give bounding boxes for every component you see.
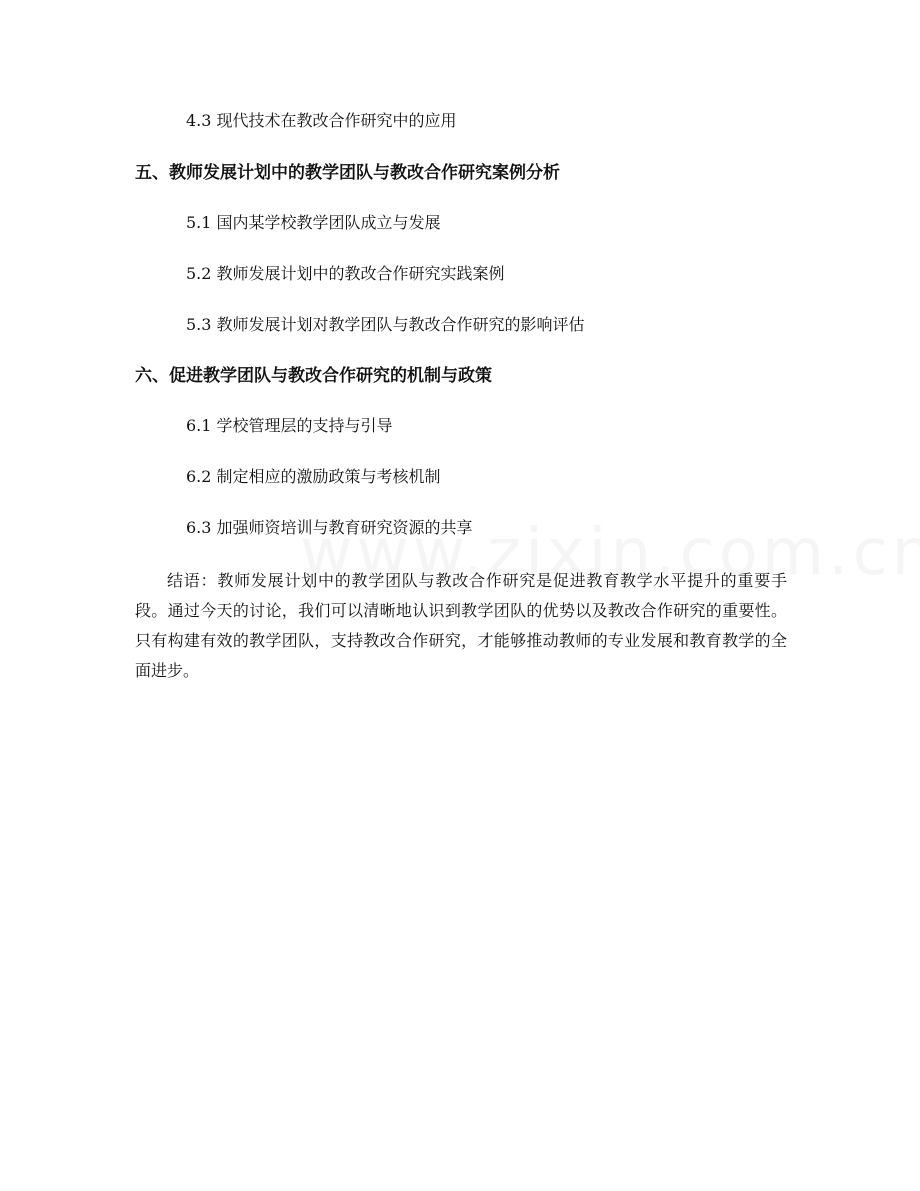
toc-item-5-3: 5.3 教师发展计划对教学团队与教改合作研究的影响评估 — [186, 315, 585, 334]
toc-item-6-2: 6.2 制定相应的激励政策与考核机制 — [186, 467, 441, 486]
section-heading-6: 六、促进教学团队与教改合作研究的机制与政策 — [135, 366, 492, 386]
conclusion-paragraph: 结语：教师发展计划中的教学团队与教改合作研究是促进教育教学水平提升的重要手段。通过今天的讨论，我们可以清晰地认识到教学团队的优势以及教改合作研究的重要性。只有构建有效的教学团队，支持教改合作研究，才能够推动教师的专业发展和教育教学的全面进步。 — [135, 571, 787, 680]
toc-item-5-1: 5.1 国内某学校教学团队成立与发展 — [186, 213, 441, 232]
toc-item-6-3: 6.3 加强师资培训与教育研究资源的共享 — [186, 518, 473, 537]
section-heading-5: 五、教师发展计划中的教学团队与教改合作研究案例分析 — [135, 163, 560, 183]
toc-item-5-2: 5.2 教师发展计划中的教改合作研究实践案例 — [186, 264, 505, 283]
toc-item-6-1: 6.1 学校管理层的支持与引导 — [186, 416, 393, 435]
toc-item-4-3: 4.3 现代技术在教改合作研究中的应用 — [186, 111, 457, 130]
